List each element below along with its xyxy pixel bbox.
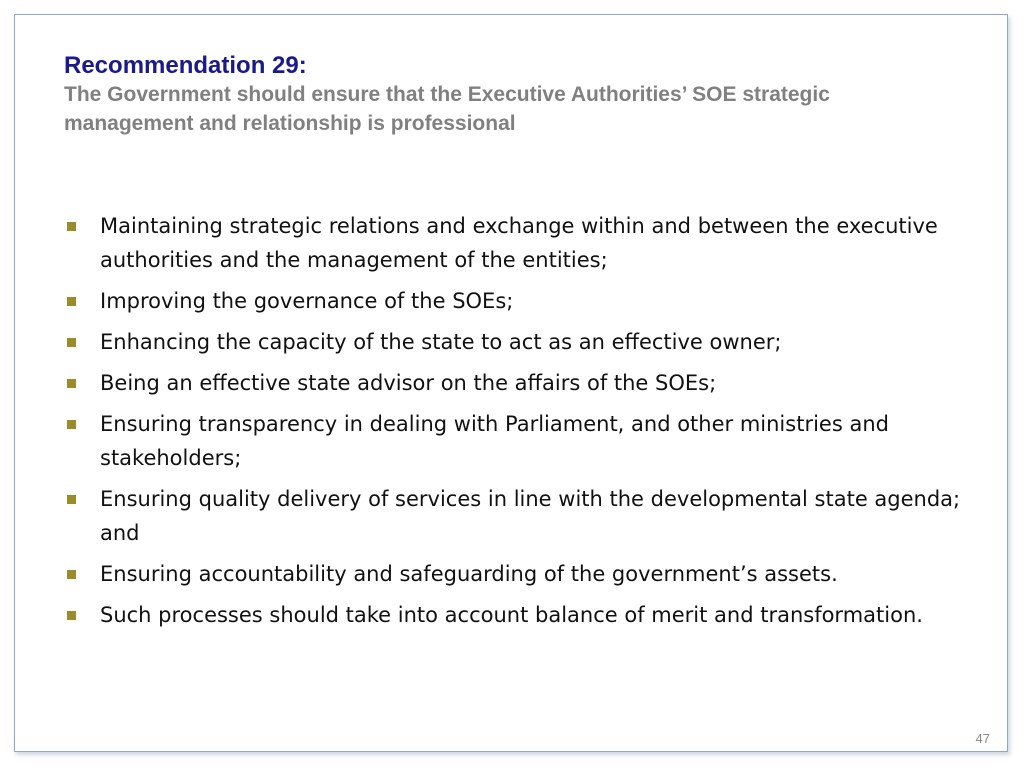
square-bullet-icon [67, 570, 76, 579]
bullet-text: Being an effective state advisor on the affairs of the SOEs; [100, 371, 717, 395]
bullet-item [64, 482, 984, 550]
bullet-text: Improving the governance of the SOEs; [100, 289, 514, 313]
slide-title: Recommendation 29: [64, 52, 307, 79]
bullet-item [64, 366, 984, 400]
bullet-text: Maintaining strategic relations and exchange within and between the executive authorities and the management of the entities; [100, 214, 938, 272]
square-bullet-icon [67, 338, 76, 347]
bullet-text: Enhancing the capacity of the state to act as an effective owner; [100, 330, 782, 354]
square-bullet-icon [67, 495, 76, 504]
square-bullet-icon [67, 222, 76, 231]
bullet-item [64, 598, 984, 632]
bullet-item [64, 325, 984, 359]
bullet-text: Such processes should take into account balance of merit and transformation. [100, 603, 923, 627]
bullet-text: Ensuring quality delivery of services in line with the developmental state agenda; and [100, 487, 961, 545]
square-bullet-icon [67, 611, 76, 620]
square-bullet-icon [67, 379, 76, 388]
slide-subtitle: The Government should ensure that the Executive Authorities’ SOE strategic management and relationship is professional [64, 83, 830, 135]
bullet-item [64, 407, 984, 475]
title-block [64, 52, 964, 138]
bullet-item [64, 209, 984, 277]
page-number: 47 [975, 731, 990, 746]
square-bullet-icon [67, 420, 76, 429]
bullet-text: Ensuring accountability and safeguarding of the government’s assets. [100, 562, 838, 586]
bullet-list [64, 209, 984, 639]
square-bullet-icon [67, 297, 76, 306]
bullet-text: Ensuring transparency in dealing with Parliament, and other ministries and stakeholders; [100, 412, 889, 470]
bullet-item [64, 284, 984, 318]
bullet-item [64, 557, 984, 591]
